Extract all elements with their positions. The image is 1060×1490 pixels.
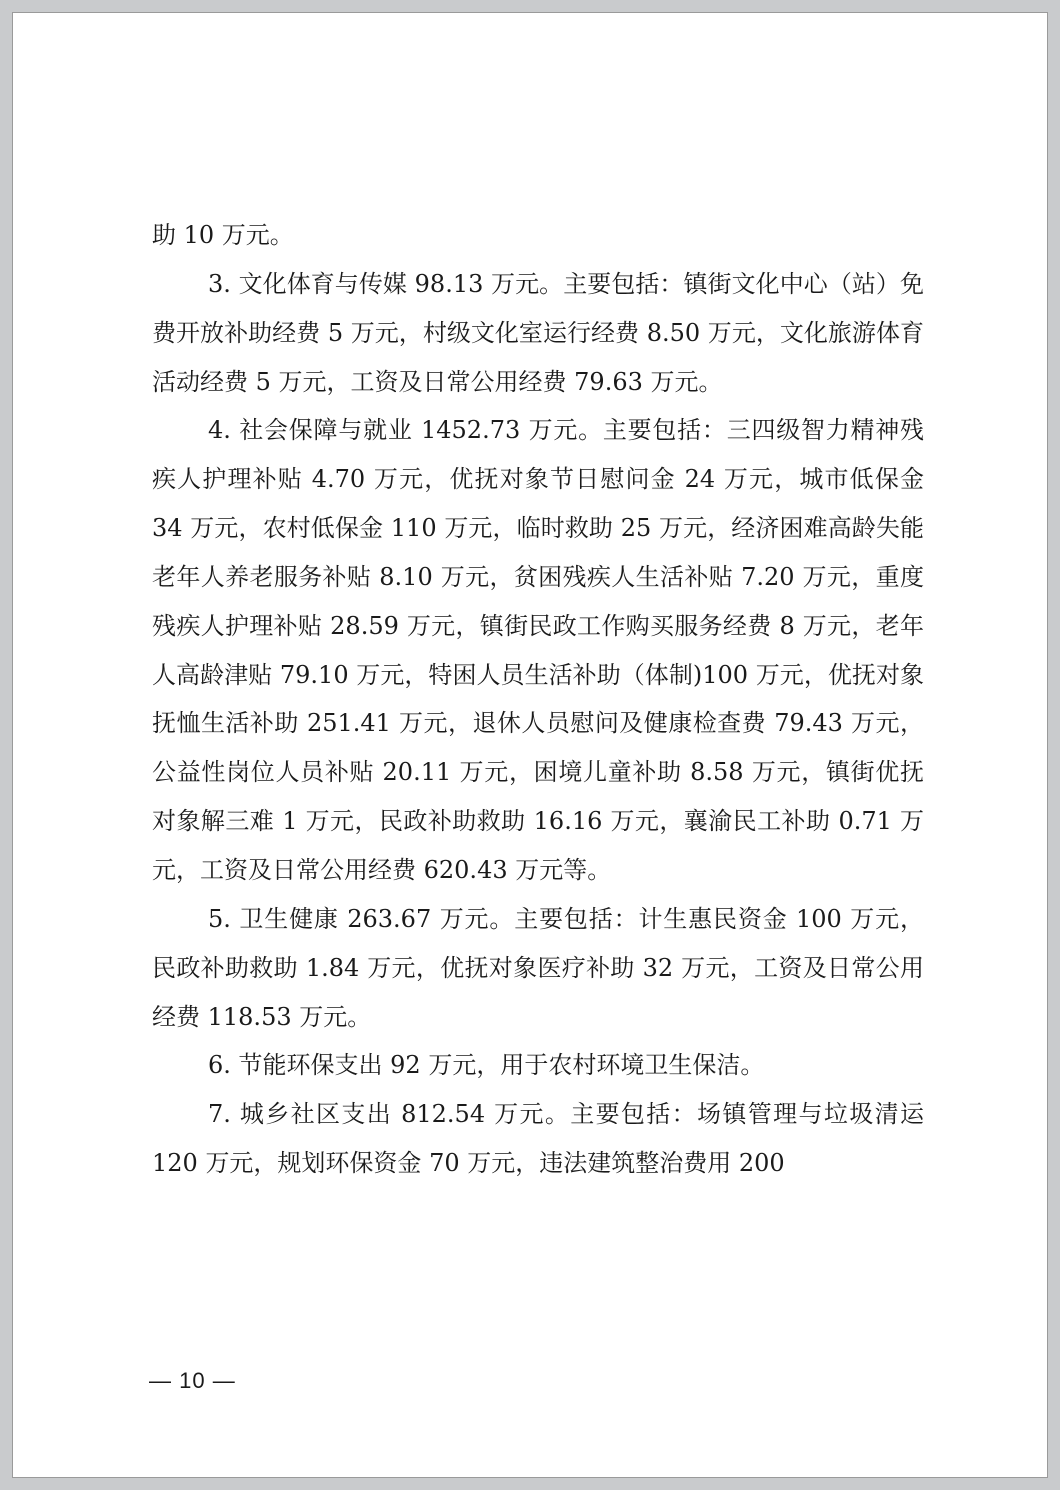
paragraph-health: 5. 卫生健康 263.67 万元。主要包括：计生惠民资金 100 万元，民政补助救助 1.84 万元，优抚对象医疗补助 32 万元，工资及日常公用经费 118.53 万元。 (152, 904, 924, 1031)
paragraph-continuation: 助 10 万元。 (152, 221, 294, 249)
body-text (152, 211, 924, 1188)
document-page (12, 12, 1048, 1478)
page-number: — 10 — (149, 1368, 236, 1393)
paragraph-culture-sports-media: 3. 文化体育与传媒 98.13 万元。主要包括：镇街文化中心（站）免费开放补助经费 5 万元，村级文化室运行经费 8.50 万元，文化旅游体育活动经费 5 万元，工资及日常公用经费 79.63 万元。 (152, 269, 924, 396)
paragraph-urban-rural-community: 7. 城乡社区支出 812.54 万元。主要包括：场镇管理与垃圾清运 120 万元，规划环保资金 70 万元，违法建筑整治费用 200 (152, 1100, 924, 1178)
paragraph-energy-environment: 6. 节能环保支出 92 万元，用于农村环境卫生保洁。 (208, 1051, 765, 1080)
paragraph-social-security: 4. 社会保障与就业 1452.73 万元。主要包括：三四级智力精神残疾人护理补贴 4.70 万元，优抚对象节日慰问金 24 万元，城市低保金 34 万元，农村低保金 110 万元，临时救助 25 万元，经济困难高龄失能老年人养老服务补贴 8.10 万元，贫困残疾人生活补贴 7.20 万元，重度残疾人护理补贴 28.59 万元，镇街民政工作购买服务经费 8 万元，老年人高龄津贴 79.10 万元，特困人员生活补助（体制)100 万元，优抚对象抚恤生活补助 251.41 万元，退休人员慰问及健康检查费 79.43 万元，公益性岗位人员补贴 20.11 万元，困境儿童补助 8.58 万元，镇街优抚对象解三难 1 万元，民政补助救助 16.16 万元，襄渝民工补助 0.71 万元，工资及日常公用经费 620.43 万元等。 (152, 416, 924, 884)
